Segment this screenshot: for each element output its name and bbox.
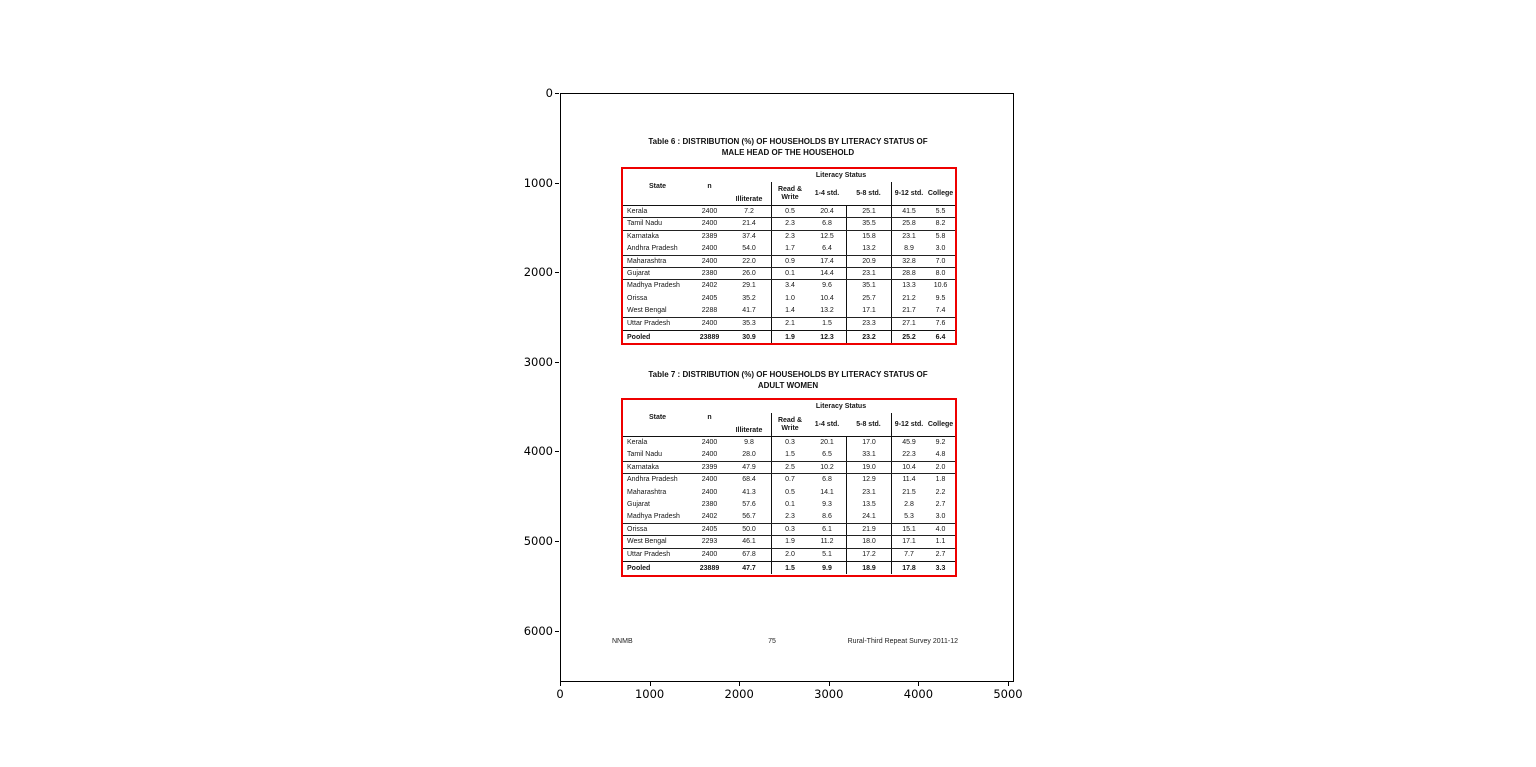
value-cell: 5.8 xyxy=(935,232,946,240)
value-cell: 9.5 xyxy=(935,294,946,302)
footer-page-number: 75 xyxy=(768,638,776,645)
value-cell: 7.0 xyxy=(935,257,946,265)
value-cell: 6.5 xyxy=(822,451,832,459)
table-row xyxy=(623,218,955,230)
value-cell: 2.0 xyxy=(771,549,808,561)
value-cell: 57.6 xyxy=(742,500,756,508)
state-name-cell: Karnataka xyxy=(627,463,659,471)
table-7-body xyxy=(623,437,955,574)
value-cell: 28.8 xyxy=(891,268,926,279)
literacy-status-group-header: Literacy Status xyxy=(815,402,867,410)
value-cell: 56.7 xyxy=(742,513,756,521)
value-cell: 0.1 xyxy=(771,499,808,511)
value-cell: 11.2 xyxy=(820,538,834,546)
column-header: College xyxy=(927,420,954,428)
value-cell: 17.8 xyxy=(891,562,926,575)
value-cell: 9.8 xyxy=(744,439,754,446)
value-cell: 20.9 xyxy=(846,256,891,267)
value-cell: 23.2 xyxy=(846,331,891,344)
value-cell: 8.9 xyxy=(891,243,926,254)
table-row xyxy=(623,499,955,511)
value-cell: 25.7 xyxy=(846,293,891,305)
value-cell: 35.1 xyxy=(846,280,891,292)
value-cell: 21.4 xyxy=(742,220,756,228)
table-row xyxy=(623,487,955,499)
value-cell: 17.2 xyxy=(846,549,891,561)
value-cell: 10.2 xyxy=(820,463,834,471)
value-cell: 3.4 xyxy=(771,280,808,292)
value-cell: 5.1 xyxy=(822,550,832,558)
value-cell: 21.9 xyxy=(846,524,891,535)
value-cell: 11.4 xyxy=(891,474,926,486)
column-header: 1-4 std. xyxy=(814,189,840,197)
value-cell: 4.0 xyxy=(935,525,946,533)
column-header: State xyxy=(648,183,667,190)
value-cell: 29.1 xyxy=(742,282,756,290)
value-cell: 2.3 xyxy=(771,231,808,243)
value-cell: 2.3 xyxy=(771,218,808,229)
table-6-body xyxy=(623,206,955,343)
value-cell: 12.3 xyxy=(820,333,834,341)
value-cell: 23.1 xyxy=(846,487,891,499)
column-header: 5-8 std. xyxy=(856,189,881,197)
value-cell: 6.1 xyxy=(822,525,832,533)
table-6-literacy-male-head xyxy=(621,167,957,345)
value-cell: 25.2 xyxy=(891,331,926,344)
value-cell: 2402 xyxy=(701,282,718,290)
value-cell: 13.3 xyxy=(891,280,926,292)
value-cell: 2.3 xyxy=(771,511,808,522)
state-name-cell: Uttar Pradesh xyxy=(627,319,671,327)
table-row xyxy=(623,511,955,523)
table-6-title xyxy=(588,136,988,158)
state-name-cell: Orissa xyxy=(627,525,648,533)
table-6-title-line2: MALE HEAD OF THE HOUSEHOLD xyxy=(721,148,855,157)
column-header: 1-4 std. xyxy=(814,420,840,428)
table-7-title-line1: Table 7 : DISTRIBUTION (%) OF HOUSEHOLDS BY LITERACY STATUS OF xyxy=(648,370,928,379)
table-row xyxy=(623,256,955,268)
table-row xyxy=(623,474,955,486)
value-cell: 2400 xyxy=(701,439,718,446)
value-cell: 23.1 xyxy=(891,231,926,243)
value-cell: 7.2 xyxy=(744,208,754,215)
state-name-cell: West Bengal xyxy=(627,538,667,546)
x-axis-tick-label: 1000 xyxy=(634,687,665,701)
value-cell: 0.5 xyxy=(771,487,808,499)
value-cell: 2.7 xyxy=(935,550,946,558)
value-cell: 50.0 xyxy=(742,525,756,533)
column-header: Read & Write xyxy=(771,182,808,205)
table-row xyxy=(623,243,955,255)
table-row xyxy=(623,462,955,474)
value-cell: 2405 xyxy=(701,525,718,533)
state-name-cell: Kerala xyxy=(627,208,648,215)
state-name-cell: Maharashtra xyxy=(627,257,667,265)
value-cell: 0.7 xyxy=(771,474,808,486)
value-cell: 2400 xyxy=(701,208,718,215)
value-cell: 2.2 xyxy=(935,488,946,496)
value-cell: 24.1 xyxy=(846,511,891,522)
literacy-status-group-header: Literacy Status xyxy=(815,171,867,179)
value-cell: 3.0 xyxy=(935,245,946,253)
value-cell: 2402 xyxy=(701,513,718,521)
value-cell: 22.0 xyxy=(742,257,756,265)
state-name-cell: Madhya Pradesh xyxy=(627,282,680,290)
value-cell: 17.1 xyxy=(891,536,926,547)
value-cell: 6.8 xyxy=(822,220,832,228)
value-cell: 17.0 xyxy=(846,437,891,449)
value-cell: 1.4 xyxy=(771,305,808,316)
value-cell: 23889 xyxy=(699,333,720,341)
value-cell: 20.1 xyxy=(820,439,834,446)
column-header: Illiterate xyxy=(735,427,763,434)
column-header: Read & Write xyxy=(771,413,808,436)
value-cell: 2.5 xyxy=(771,462,808,473)
x-axis-tick-label: 2000 xyxy=(724,687,754,701)
value-cell: 3.3 xyxy=(935,564,946,572)
state-name-cell: Pooled xyxy=(627,333,651,341)
value-cell: 2.7 xyxy=(935,500,946,508)
table-6-header xyxy=(623,169,955,206)
value-cell: 30.9 xyxy=(742,333,756,341)
table-row xyxy=(623,318,955,330)
x-axis-tick-label: 4000 xyxy=(903,687,934,701)
state-name-cell: Gujarat xyxy=(627,269,650,277)
state-name-cell: Pooled xyxy=(627,564,651,572)
value-cell: 2293 xyxy=(701,538,718,546)
column-header: n xyxy=(707,414,712,421)
column-header: 9-12 std. xyxy=(891,182,926,205)
value-cell: 3.0 xyxy=(935,513,946,521)
value-cell: 6.4 xyxy=(935,333,946,341)
value-cell: 54.0 xyxy=(742,245,756,253)
value-cell: 2380 xyxy=(701,269,718,277)
value-cell: 47.9 xyxy=(742,463,756,471)
value-cell: 1.8 xyxy=(935,476,946,484)
value-cell: 8.6 xyxy=(822,513,832,521)
value-cell: 32.8 xyxy=(891,256,926,267)
value-cell: 2400 xyxy=(701,245,718,253)
table-row xyxy=(623,536,955,548)
value-cell: 23.3 xyxy=(846,318,891,330)
y-axis-tick-label: 5000 xyxy=(523,534,553,549)
value-cell: 18.9 xyxy=(846,562,891,575)
y-axis-tick-label: 1000 xyxy=(523,175,553,190)
value-cell: 8.0 xyxy=(935,269,946,277)
value-cell: 1.0 xyxy=(771,293,808,305)
value-cell: 2.0 xyxy=(935,463,946,471)
value-cell: 47.7 xyxy=(742,564,756,572)
table-row xyxy=(623,206,955,218)
column-header: Illiterate xyxy=(735,196,763,203)
value-cell: 35.3 xyxy=(742,319,756,327)
table-row xyxy=(623,437,955,449)
y-axis-tick-label: 0 xyxy=(545,86,553,100)
state-name-cell: Madhya Pradesh xyxy=(627,513,680,521)
value-cell: 10.4 xyxy=(891,462,926,473)
value-cell: 35.5 xyxy=(846,218,891,229)
value-cell: 13.2 xyxy=(820,307,834,315)
value-cell: 2405 xyxy=(701,294,718,302)
y-axis-tick-label: 3000 xyxy=(523,354,553,369)
value-cell: 2400 xyxy=(701,488,718,496)
value-cell: 19.0 xyxy=(846,462,891,473)
table-7-title-line2: ADULT WOMEN xyxy=(757,381,819,390)
value-cell: 22.3 xyxy=(891,449,926,460)
state-name-cell: Uttar Pradesh xyxy=(627,550,671,558)
value-cell: 14.4 xyxy=(820,269,834,277)
value-cell: 1.5 xyxy=(771,562,808,575)
value-cell: 23.1 xyxy=(846,268,891,279)
value-cell: 1.5 xyxy=(822,319,832,327)
value-cell: 21.2 xyxy=(891,293,926,305)
value-cell: 20.4 xyxy=(820,208,834,215)
value-cell: 2288 xyxy=(701,307,718,315)
state-name-cell: Tamil Nadu xyxy=(627,220,663,228)
value-cell: 15.8 xyxy=(846,231,891,243)
value-cell: 2400 xyxy=(701,220,718,228)
value-cell: 27.1 xyxy=(891,318,926,330)
value-cell: 41.3 xyxy=(742,488,756,496)
value-cell: 9.3 xyxy=(822,500,832,508)
value-cell: 25.8 xyxy=(891,218,926,229)
value-cell: 2380 xyxy=(701,500,718,508)
x-axis-tick-label: 0 xyxy=(556,687,564,701)
value-cell: 41.5 xyxy=(891,206,926,217)
table-6-title-line1: Table 6 : DISTRIBUTION (%) OF HOUSEHOLDS BY LITERACY STATUS OF xyxy=(648,137,928,146)
column-header: 5-8 std. xyxy=(856,420,881,428)
state-name-cell: Tamil Nadu xyxy=(627,451,663,459)
value-cell: 23889 xyxy=(699,564,720,572)
value-cell: 0.3 xyxy=(771,524,808,535)
value-cell: 14.1 xyxy=(820,488,834,496)
state-name-cell: Andhra Pradesh xyxy=(627,476,678,484)
value-cell: 12.9 xyxy=(846,474,891,486)
value-cell: 7.7 xyxy=(891,549,926,561)
table-7-title xyxy=(588,369,988,391)
value-cell: 41.7 xyxy=(742,307,756,315)
value-cell: 28.0 xyxy=(742,451,756,459)
value-cell: 0.1 xyxy=(771,268,808,279)
x-axis-tick-label: 3000 xyxy=(814,687,844,701)
table-row-pooled xyxy=(623,561,955,575)
value-cell: 5.3 xyxy=(891,511,926,522)
value-cell: 5.5 xyxy=(935,208,946,215)
value-cell: 0.9 xyxy=(771,256,808,267)
value-cell: 12.5 xyxy=(820,232,834,240)
table-row xyxy=(623,280,955,292)
value-cell: 68.4 xyxy=(742,476,756,484)
value-cell: 26.0 xyxy=(742,269,756,277)
value-cell: 17.4 xyxy=(820,257,834,265)
value-cell: 4.8 xyxy=(935,451,946,459)
state-name-cell: West Bengal xyxy=(627,307,667,315)
value-cell: 0.5 xyxy=(771,206,808,217)
value-cell: 7.4 xyxy=(935,307,946,315)
value-cell: 2389 xyxy=(701,232,718,240)
column-header: State xyxy=(648,414,667,421)
value-cell: 2400 xyxy=(701,319,718,327)
value-cell: 2400 xyxy=(701,550,718,558)
value-cell: 6.4 xyxy=(822,245,832,253)
state-name-cell: Maharashtra xyxy=(627,488,667,496)
column-header: College xyxy=(927,189,954,197)
value-cell: 10.6 xyxy=(933,282,948,290)
value-cell: 21.7 xyxy=(891,305,926,316)
table-row-pooled xyxy=(623,330,955,344)
value-cell: 9.9 xyxy=(822,564,832,572)
value-cell: 1.9 xyxy=(771,536,808,547)
value-cell: 10.4 xyxy=(820,294,834,302)
value-cell: 13.5 xyxy=(846,499,891,511)
value-cell: 8.2 xyxy=(935,220,946,228)
value-cell: 2.1 xyxy=(771,318,808,330)
column-header: 9-12 std. xyxy=(891,413,926,436)
state-name-cell: Andhra Pradesh xyxy=(627,245,678,253)
value-cell: 9.2 xyxy=(935,439,946,446)
value-cell: 46.1 xyxy=(742,538,756,546)
value-cell: 2.8 xyxy=(891,499,926,511)
value-cell: 2400 xyxy=(701,451,718,459)
table-7-literacy-adult-women xyxy=(621,398,957,577)
footer-survey-name: Rural-Third Repeat Survey 2011-12 xyxy=(847,638,958,645)
value-cell: 21.5 xyxy=(891,487,926,499)
table-row xyxy=(623,449,955,461)
value-cell: 7.6 xyxy=(935,319,946,327)
y-axis-tick-label: 6000 xyxy=(523,623,553,638)
value-cell: 2399 xyxy=(701,463,718,471)
x-axis-tick-label: 5000 xyxy=(993,687,1023,701)
y-axis-tick-label: 2000 xyxy=(523,265,553,280)
value-cell: 45.9 xyxy=(891,437,926,449)
value-cell: 1.1 xyxy=(935,538,946,546)
value-cell: 1.9 xyxy=(771,331,808,344)
value-cell: 2400 xyxy=(701,476,718,484)
value-cell: 9.6 xyxy=(822,282,832,290)
value-cell: 15.1 xyxy=(891,524,926,535)
value-cell: 37.4 xyxy=(742,232,756,240)
state-name-cell: Orissa xyxy=(627,294,648,302)
value-cell: 0.3 xyxy=(771,437,808,449)
value-cell: 6.8 xyxy=(822,476,832,484)
value-cell: 67.8 xyxy=(742,550,756,558)
table-row xyxy=(623,268,955,280)
value-cell: 2400 xyxy=(701,257,718,265)
value-cell: 33.1 xyxy=(846,449,891,460)
value-cell: 1.7 xyxy=(771,243,808,254)
table-row xyxy=(623,293,955,305)
value-cell: 17.1 xyxy=(846,305,891,316)
state-name-cell: Karnataka xyxy=(627,232,659,240)
state-name-cell: Kerala xyxy=(627,439,648,446)
table-row xyxy=(623,524,955,536)
table-row xyxy=(623,305,955,317)
state-name-cell: Gujarat xyxy=(627,500,650,508)
table-row xyxy=(623,549,955,561)
value-cell: 35.2 xyxy=(742,294,756,302)
column-header: n xyxy=(707,183,712,190)
table-7-header xyxy=(623,400,955,437)
value-cell: 25.1 xyxy=(846,206,891,217)
value-cell: 13.2 xyxy=(846,243,891,254)
table-row xyxy=(623,231,955,243)
y-axis-tick-label: 4000 xyxy=(523,444,553,459)
value-cell: 1.5 xyxy=(771,449,808,460)
value-cell: 18.0 xyxy=(846,536,891,547)
footer-organization: NNMB xyxy=(612,638,633,645)
